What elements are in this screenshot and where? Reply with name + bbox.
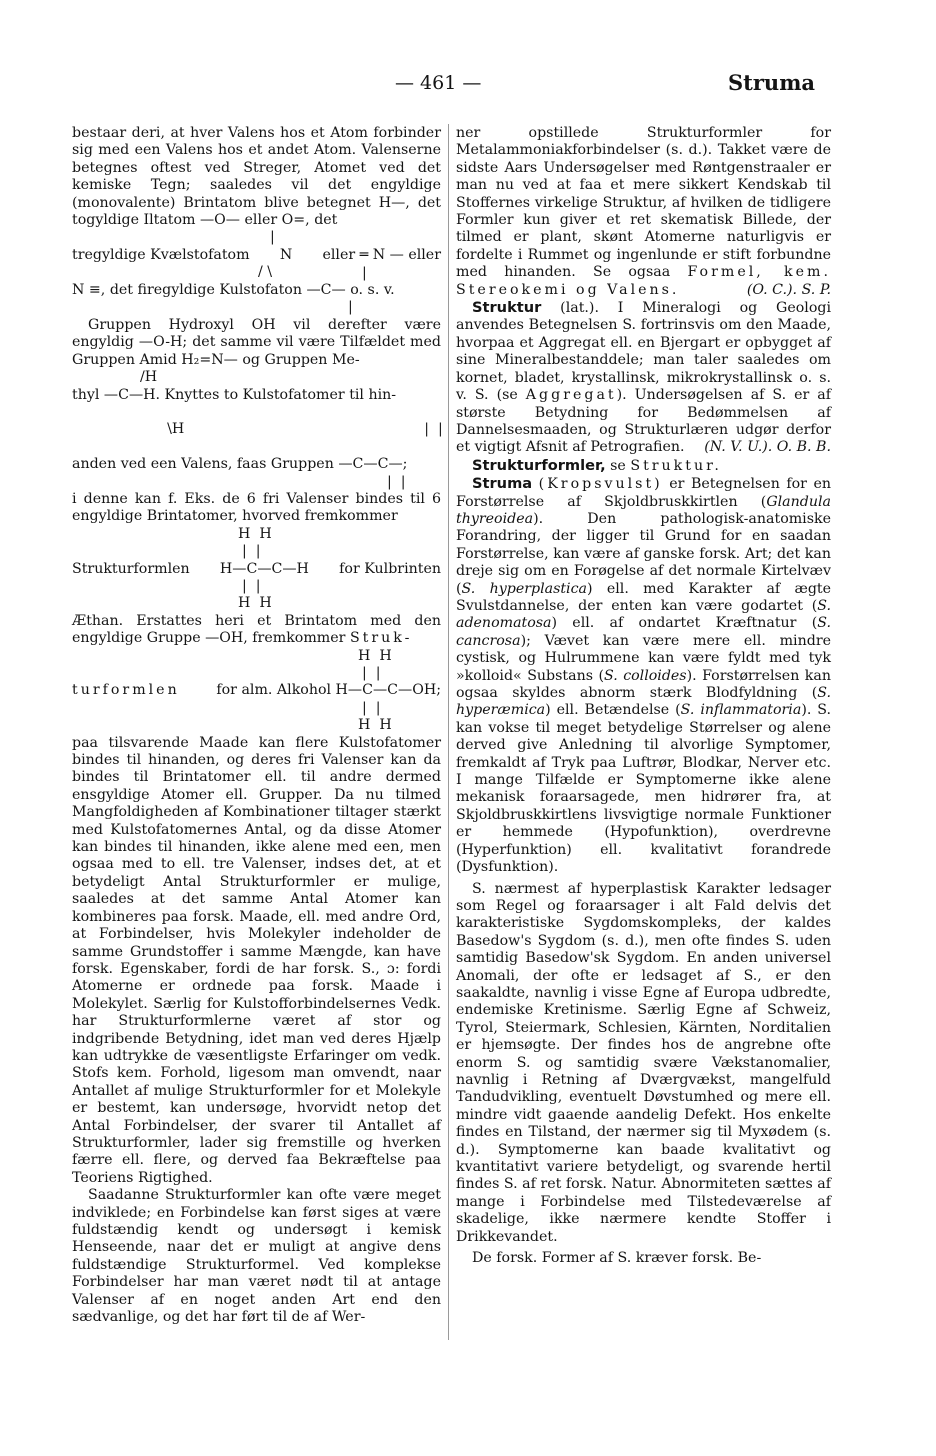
column-divider: [448, 124, 449, 1340]
cross-reference: Aggregat: [525, 387, 617, 404]
bond-bar: |: [270, 229, 275, 246]
entry-text: ) ell. af ondartet Kræftnatur (: [551, 615, 818, 632]
bond-text: /H: [140, 369, 158, 386]
formula-line: [72, 561, 441, 578]
entry-strukturformler: [456, 457, 831, 475]
paragraph-text: Æthan. Erstattes heri et Brintatom med den engyldige Gruppe —OH, fremkommer: [72, 612, 441, 647]
paragraph: De forsk. Former af S. kræver forsk. Be-: [472, 1250, 762, 1267]
formula-line: [72, 682, 441, 699]
paragraph: Gruppen Hydroxyl OH vil derefter være engyldig —O-H; det samme vil være Tilfældet med Gruppen Amid H₂=N— og Gruppen Me-: [72, 316, 441, 368]
paragraph: i denne kan f. Eks. de 6 fri Valenser bindes til 6 engyldige Brintatomer, hvorved fremkommer: [72, 490, 441, 525]
formula-text: N ≡, det firegyldige Kulstofaton —C— o. s. v.: [72, 282, 395, 299]
latin-term: S. colloides: [604, 667, 687, 684]
formula-text: for alm. Alkohol H—C—C—OH;: [216, 682, 441, 699]
latin-term: S. hyperæmica: [456, 685, 831, 719]
spaced-term: turformlen: [72, 682, 180, 699]
formula-line: thyl —C—H. Knyttes to Kulstofatomer til hin-: [72, 386, 397, 403]
formula-label: Strukturformlen: [72, 560, 190, 577]
bond-bars: | |: [242, 543, 261, 560]
cross-reference: Struktur.: [630, 457, 722, 474]
latin-term: S. hyperplastica: [461, 580, 587, 597]
left-column: [72, 125, 441, 1326]
entry-text: ); Vævet kan være mere ell. mindre cystisk, og Hulrummene kan være fyldt med tyk »kolloid« Substans (: [456, 632, 831, 684]
bond-text: \H: [167, 421, 185, 438]
signature: (N. V. U.). O. B. B.: [704, 439, 831, 456]
formula-line: [72, 247, 441, 264]
formula-methyl: [72, 369, 441, 491]
formula-rest: for Kulbrinten: [339, 560, 441, 577]
paragraph: bestaar deri, at hver Valens hos et Atom forbinder sig med een Valens hos et andet Atom. Valenserne betegnes oftest ved Streger, Atomet ved det kemiske Tegn; saaledes vil det engyldige (monovalente) Brintatom blive betegnet H—, det togyldige Iltatom —O— eller O=, det: [72, 125, 441, 229]
entry-headword: Struma: [472, 475, 533, 493]
atom-row: H H: [238, 525, 272, 542]
entry-text: se: [610, 457, 626, 474]
formula-rest: eller ═ N — eller: [322, 246, 441, 263]
bond-bars: | |: [242, 577, 261, 594]
formula-label: tregyldige Kvælstofatom: [72, 246, 250, 263]
latin-term: Glandula thyreoidea: [456, 493, 831, 527]
bond-bars: | |: [424, 421, 443, 438]
formula-text: H—C—C—H: [219, 560, 309, 577]
cross-reference: Formel, kem. Stereokemi og Valens.: [456, 264, 831, 298]
entry-text: er Betegnelsen for en Forstørrelse af Skjoldbruskkirtlen (: [456, 476, 831, 510]
formula-line: anden ved een Valens, faas Gruppen —C—C—;: [72, 456, 408, 473]
entry-struktur: [456, 299, 831, 457]
bond-bars: | |: [362, 699, 381, 716]
entry-text: ) ell. med Karakter af ægte Svulstdannelse, der enten kan være godartet (: [456, 580, 831, 614]
formula-nitrogen: [72, 229, 441, 316]
bond-bar: |: [362, 264, 367, 281]
entry-text: ). Forstørrelsen kan ogsaa skyldes abnorm stærk Blodfyldning (: [456, 667, 831, 702]
atom-row: H H: [358, 647, 392, 664]
bond-bars: | |: [387, 473, 406, 490]
entry-headword: Strukturformler,: [472, 456, 606, 474]
atom-row: H H: [238, 595, 272, 612]
entry-text: ). Undersøgelsen af S. er af største Betydning for Bedømmelsen af Dannelsesmaaden, og Strukturlæren udgør derfor et vigtigt Afsnit af Petrografien.: [456, 387, 832, 456]
paragraph: [72, 613, 441, 648]
formula-alcohol: [72, 648, 441, 735]
latin-term: S. cancrosa: [456, 615, 831, 649]
signature: (O. C.). S. P.: [746, 281, 831, 298]
bond-text: [72, 404, 441, 456]
formula-line: [72, 282, 441, 299]
paragraph: paa tilsvarende Maade kan flere Kulstofatomer bindes til hinanden, og deres fri Valenser kan da bindes til Brintatomer ell. til andre dermed ensgyldige Atomer ell. Grupper. Da nu tilmed Mangfoldigheden af Kombinationer tiltager stærkt med Kulstofatomernes Antal, og da disse Atomer kan bindes til hinanden, ikke alene med een, men ogsaa med to ell. tre Valenser, indses det, at et betydeligt Antal Strukturformler er mulige, saaledes at det samme Antal Atomer kan kombineres paa forsk. Maade, ell. med andre Ord, at Forbindelser, hvis Molekyler indeholder de samme Grundstoffer i samme Mængde, kan have forsk. Egenskaber, fordi de har forsk. S., ɔ: fordi Atomerne er ordnede paa forsk. Maade i Molekylet. Særlig for Kulstofforbindelsernes Vedk. har Strukturformlerne været af stor og indgribende Betydning, idet man ved deres Hjælp kan udtrykke de væsentligste Erfaringer om vedk. Stofs kem. Forhold, ligesom man omvendt, naar Antallet af mulige Strukturformler for et Molekyle er bestemt, kan undersøge, hvorvidt netop det Antal Forbindelser, der svarer til Antallet af Strukturformler, lader sig fremstille og hverken færre ell. flere, og derved faa Bekræftelse paa Teoriens Rigtighed.: [72, 734, 441, 1186]
spaced-term: (Kropsvulst): [538, 476, 663, 493]
entry-text: ) ell. Betændelse (: [545, 702, 681, 719]
bond-bar: |: [348, 299, 353, 316]
spaced-term: Struk-: [349, 630, 413, 647]
paragraph-text: ner opstillede Strukturformler for Metalammoniakforbindelser (s. d.). Takket være de sidste Aars Undersøgelser med Røntgenstraaler er man nu ved at faa et mere sikkert Kendskab til Stoffernes virkelige Struktur, af hvilken de tidligere Formler kun giver et ret skematisk Billede, der tilmed er plant, skønt Atomerne naturligvis er fordelte i Rummet og ingenlunde er stift forbundne med hinanden. Se ogsaa: [456, 125, 831, 281]
bond-lines: / \: [258, 264, 273, 281]
entry-text: ). Den pathologisk-anatomiske Forandring, der ligger til Grund for en saadan Forstørrelse, kan være af ganske forsk. Art; det kan dreje sig om en Forøgelse af det normale Kirtelvæv (: [456, 510, 831, 597]
bond-bars: | |: [362, 665, 381, 681]
entry-headword: Struktur: [472, 299, 542, 317]
page-number: — 461 —: [395, 72, 482, 94]
paragraph: Saadanne Strukturformler kan ofte være meget indviklede; en Forbindelse kan først siges at være fuldstændig kendt og undersøgt i kemisk Henseende, naar det er muligt at angive dens fuldstændige Strukturformel. Ved komplekse Forbindelser har man været nødt til at antage Valenser af en noget anden Art end den sædvanlige, og det har ført til de af Wer-: [72, 1187, 441, 1326]
paragraph: [456, 125, 831, 299]
entry-struma: [456, 475, 831, 876]
formula-ethane: [72, 526, 441, 613]
latin-term: S. inflammatoria: [680, 702, 802, 719]
latin-term: S. adenomatosa: [456, 598, 831, 632]
formula-atom: N: [279, 246, 293, 263]
right-column: [456, 125, 831, 1267]
entry-text: ). S. kan vokse til meget betydelige Størrelser og alene derved give Anledning til alvorlige Symptomer, fremkaldt af Tryk paa Luftrør, Blodkar, Nerver etc. I mange Tilfælde er Symptomerne ikke alene mekanisk foraarsagede, men hidrører fra, at Skjoldbruskkirtlens livsvigtige normale Funktioner er hemmede (Hypofunktion), overdrevne (Hyperfunktion) ell. kvalitativt forandrede (Dysfunktion).: [456, 702, 832, 876]
paragraph: S. nærmest af hyperplastisk Karakter ledsager som Regel og foraarsager i alt Fald delvis det karakteristiske Sygdomskompleks, der kaldes Basedow's Sygdom (s. d.), men ofte findes S. uden samtidig Basedow'sk Sygdom. En anden universel Anomali, der ofte er ledsaget af S., er den saakaldte, navnlig i visse Egne af Europa udbredte, endemiske Kretinisme. Særlig Egne af Schweiz, Tyrol, Steiermark, Schlesien, Kärnten, Norditalien er hjemsøgte. Der findes hos de angrebne ofte enorm S. og samtidig svære Vækstanomalier, navnlig i Retning af Dværgvækst, mangelfuld Tandudvikling, eventuelt Døvstumhed og mere ell. mindre vidt gaaende aandelig Defekt. Hos enkelte findes en Tilstand, der nærmer sig til Myxødem (s. d.). Symptomerne kan baade kvalitativt og kvantitativt variere betydeligt, og svarende hertil findes S. af ret forsk. Natur. Abnormiteten sættes af mange i Forbindelse med Tilstedeværelse af skadelige, ikke nærmere kendte Stoffer i Drikkevandet.: [456, 880, 831, 1245]
entry-text: (lat.). I Mineralogi og Geologi anvendes Betegnelsen S. fortrinsvis om den Maade, hvorpaa et Aggregat ell. en Bjergart er opbygget af sine Mineralbestanddele; man taler saaledes om kornet, bladet, krystallinsk, mikrokrystallinsk o. s. v. S. (se: [456, 300, 831, 404]
running-head: Struma: [728, 70, 816, 95]
atom-row: H H: [358, 717, 392, 734]
